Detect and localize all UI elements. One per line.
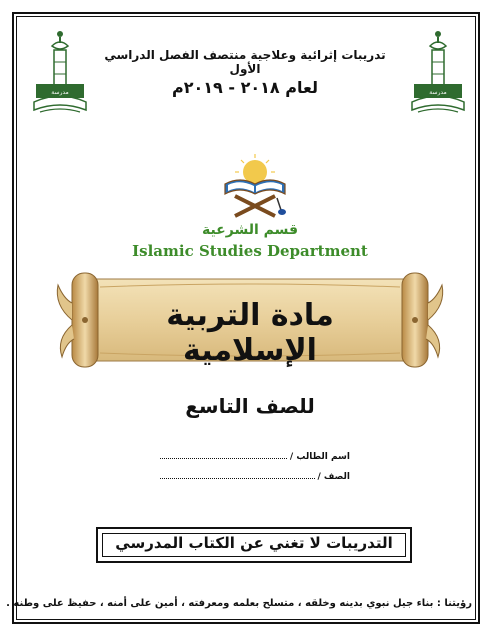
student-name-field[interactable] [160, 450, 350, 462]
school-logo-left [30, 28, 90, 128]
header-year: لعام ٢٠١٨ - ٢٠١٩م [172, 78, 318, 97]
header-title: تدريبات إثرائية وعلاجية منتصف الفصل الدراسي الأول [104, 48, 386, 76]
class-blank[interactable] [160, 470, 315, 479]
vision-statement: رؤيتنا : بناء جيل نبوي بدينه وخلقه ، متسلح بعلمه ومعرفته ، أمين على أمنه ، حفيظ على وطنه . [6, 598, 472, 609]
subject-title: مادة التربية الإسلامية [166, 298, 334, 368]
grade-label: للصف التاسع [185, 394, 315, 418]
school-logo-right [408, 28, 468, 128]
class-label: الصف / [317, 472, 350, 482]
department-english-name: Islamic Studies Department [132, 242, 368, 260]
svg-text:مدرسة: مدرسة [429, 89, 447, 96]
svg-text:مدرسة: مدرسة [51, 89, 69, 96]
department-arabic-name: قسم الشرعية [201, 222, 299, 238]
class-field[interactable] [160, 470, 350, 482]
student-name-label: اسم الطالب / [289, 452, 350, 462]
notice-box [96, 527, 412, 563]
open-book-emblem-icon [215, 150, 295, 220]
notice-text: التدريبات لا تغني عن الكتاب المدرسي [115, 534, 393, 552]
student-name-blank[interactable] [160, 450, 287, 459]
